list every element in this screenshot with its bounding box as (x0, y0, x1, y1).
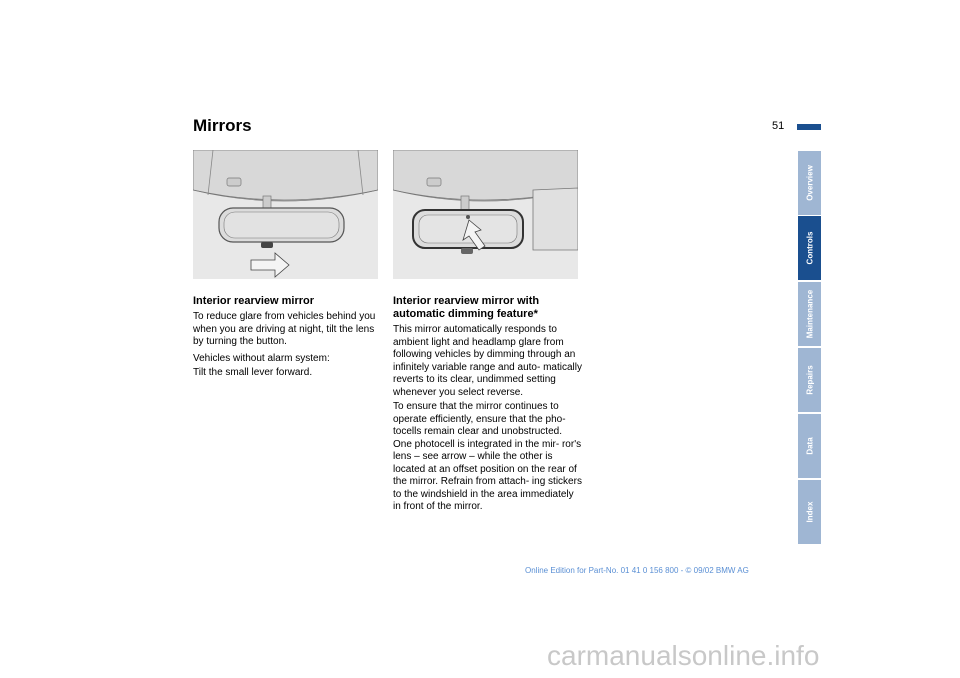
tab-label: Index (805, 501, 814, 523)
paragraph: Vehicles without alarm system: (193, 353, 330, 364)
tab-label: Overview (805, 165, 814, 201)
section-heading-auto-dimming: Interior rearview mirror with automatic dimming feature* (393, 295, 540, 320)
paragraph: To ensure that the mirror continues to operate efficiently, ensure that the pho- tocells remain clear and unobstructed. One photocell is integrated in the mir- ror's lens – see arrow – while the other is located at an offset position on the rear of the mirror. Refrain from attach- ing stickers to the windshield in the area immediately in front of the mirror. (393, 401, 582, 512)
tab-maintenance[interactable] (798, 281, 821, 346)
paragraph: Tilt the small lever forward. (193, 367, 313, 378)
tab-repairs[interactable] (798, 347, 821, 412)
tab-data[interactable] (798, 413, 821, 478)
figure-auto-dimming-mirror (393, 150, 578, 279)
page-number-bar (797, 124, 821, 130)
section-heading-interior-mirror: Interior rearview mirror (193, 295, 315, 307)
page-number: 51 (772, 120, 785, 132)
tab-label: Maintenance (805, 289, 814, 339)
interior-mirror-illustration (193, 150, 378, 279)
tab-index[interactable] (798, 479, 821, 544)
tab-label: Data (805, 437, 814, 455)
tab-label: Repairs (805, 365, 814, 395)
footer-edition: Online Edition for Part-No. 01 41 0 156 800 - © 09/02 BMW AG (525, 566, 749, 575)
paragraph: To reduce glare from vehicles behind you when you are driving at night, tilt the lens by turning the button. (193, 311, 376, 347)
tab-controls[interactable] (798, 215, 821, 280)
tab-label: Controls (805, 231, 814, 265)
paragraph: This mirror automatically responds to ambient light and headlamp glare from following vehicles by dimming through an infinitely variable range and auto- matically reverts to its clear, undimmed setting whenever you select reverse. (393, 324, 582, 398)
auto-dimming-mirror-illustration (393, 150, 578, 279)
watermark: carmanualsonline.info (547, 640, 820, 671)
page-title: Mirrors (193, 116, 252, 135)
figure-interior-mirror (193, 150, 378, 279)
tab-overview[interactable] (798, 150, 821, 215)
